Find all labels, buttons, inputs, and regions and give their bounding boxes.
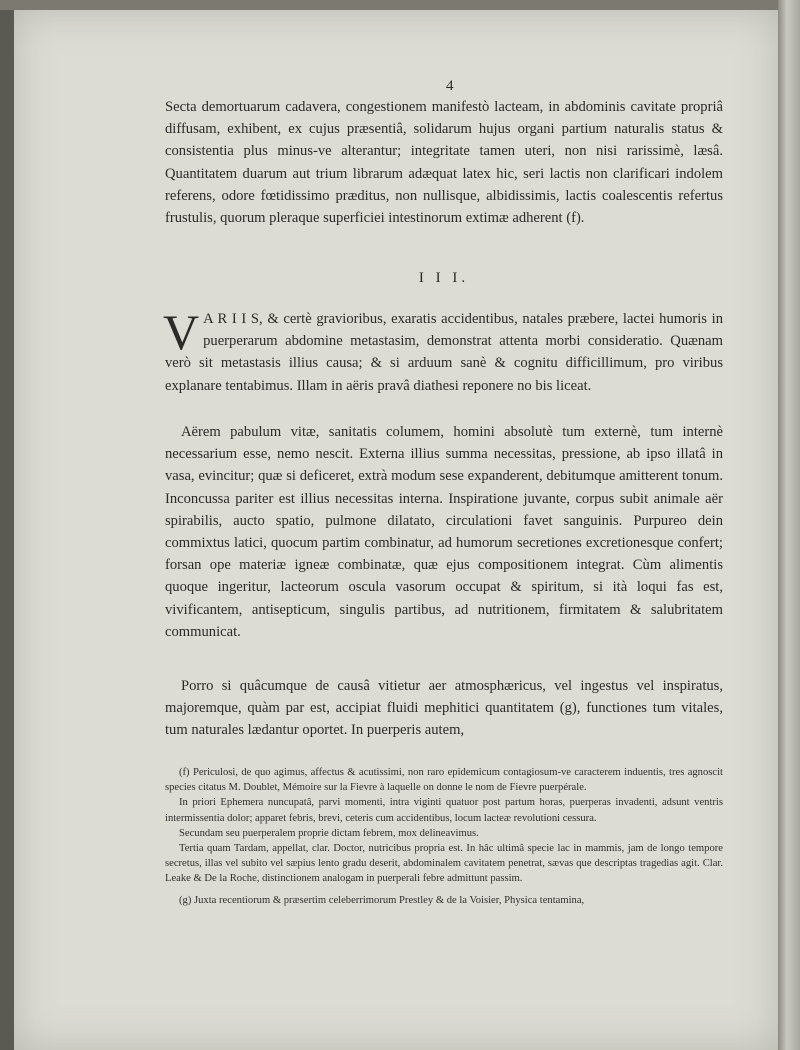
page-number: 4 — [446, 78, 454, 94]
paragraph-varis-text: A R I I S, & certè gravioribus, exaratis accidentibus, natales præbere, lactei humoris in puerperarum abdomine metastasim, demonstrat attenta morbi consideratio. Quænam verò sit metastasis illius causa; & si arduum sanè & cognitu difficillimum, pro viribus explanare tentabimus. Illam in aëris pravâ diathesi reponere no bis liceat. — [165, 311, 723, 394]
footnote-f-intro: (f) Periculosi, de quo agimus, affectus & acutissimi, non raro epidemicum contagiosum-ve caracterem induentis, tres agnoscit species citatus M. Doublet, Mémoire sur la Fievre à laquelle on donne le nom de Fievre puerpérale. — [165, 767, 723, 794]
paragraph-aerem: Aërem pabulum vitæ, sanitatis columem, homini absolutè tum externè, tum internè necessarium esse, nemo nescit. Externa illius summa necessitas, pressione, ab ipso illatâ in vasa, evincitur; quæ si deficeret, extrà modum sese expanderent, debitumque amitterent tonum. Inconcussa pariter est illius necessitas interna. Inspiratione juvante, corpus subit animale aër spirabilis, aucto spatio, pulmone dilatato, circulationi favet sanguinis. Purpureo dein commixtus latici, quocum partim combinatur, ad humorum secretiones excretionesque confert; forsan ope materiæ igneæ combinatæ, quæ ejus compositionem integrat. Cùm alimentis quoque ingeritur, lacteorum oscula vasorum occupat & spiritum, si ità loqui fas est, vivificantem, antisepticum, singulis partibus, ad nutritionem, firmitatem & salubritatem communicat. — [165, 424, 723, 640]
dropcap-letter: V — [163, 304, 200, 360]
footnote-g: (g) Juxta recentiorum & præsertim celeberrimorum Prestley & de la Voisier, Physica tentamina, — [179, 894, 585, 906]
scan-top-edge — [0, 0, 800, 10]
paragraph-porro: Porro si quâcumque de causâ vitietur aer atmosphæricus, vel ingestus vel inspiratus, majoremque, quàm par est, accipiat fluidi mephitici quantitatem (g), functiones tum vitales, tum naturales lædantur oportet. In puerperis autem, — [165, 678, 723, 739]
footnote-f-second: Secundam seu puerperalem proprie dictam febrem, mox delineavimus. — [179, 827, 479, 839]
footnote-f-third: Tertia quam Tardam, appellat, clar. Doctor, nutricibus propria est. In hâc ultimâ specie lac in mammis, jam de longo tempore secretus, illas vel subito vel sæpius lento gradu deserit, abdominalem cavitatem penetrat, sævas que descriptas tragedias agit. Clar. Leake & De la Roche, distinctionem analogam in puerperali febre admittunt passim. — [165, 843, 723, 885]
paragraph-varis — [163, 304, 723, 397]
footnote-divider — [165, 755, 723, 756]
page-gutter-edge — [778, 0, 800, 1050]
section-heading: I I I. — [418, 270, 470, 286]
footnote-f-first: In priori Ephemera nuncupatâ, parvi momenti, intra viginti quatuor post partum horas, puerperas invadenti, adsunt ventris intermissentia dolor; apparet febris, brevi, ceteris cum accidentibus, locum lacteæ revolutioni cessura. — [165, 797, 723, 824]
paragraph-top: Secta demortuarum cadavera, congestionem manifestò lacteam, in abdominis cavitate propriâ diffusam, exhibent, ex cujus præsentiâ, solidarum hujus organi partium naturalis status & consistentia plus minus-ve alterantur; integritate tamen uteri, non nisi rarissimè, læsâ. Quantitatem duarum aut trium librarum adæquat latex hic, seri lactis non clarificari indolem referens, odore fœtidissimo præditus, non nullisque, albidissimis, lactis coalescentis refertus frustulis, quorum pleraque superficiei intestinorum extimæ adherent (f). — [165, 99, 723, 227]
footnotes — [165, 765, 723, 908]
